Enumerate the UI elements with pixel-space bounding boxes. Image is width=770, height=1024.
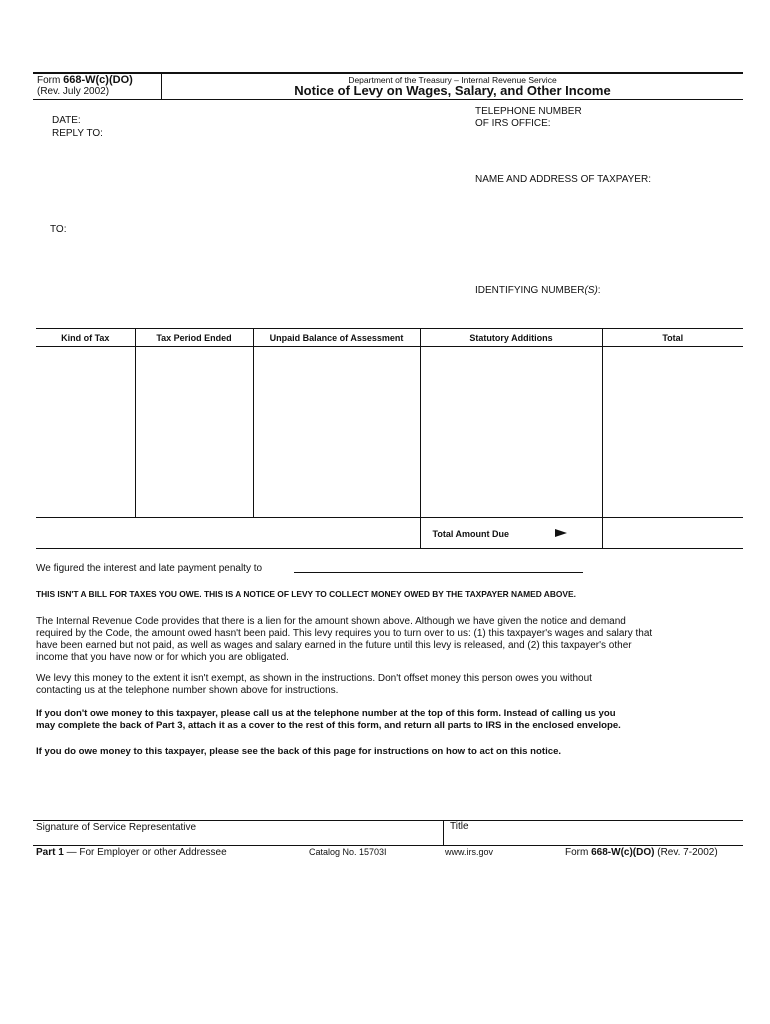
department-label: Department of the Treasury – Internal Revenue Service <box>348 75 557 85</box>
catalog-number: Catalog No. 15703I <box>309 847 387 857</box>
unpaid-balance-cell[interactable] <box>253 347 420 518</box>
col-tax-period-ended: Tax Period Ended <box>135 329 253 347</box>
date-label: DATE: <box>52 115 81 126</box>
form-number: 668-W(c)(DO) <box>63 74 133 86</box>
kind-of-tax-cell[interactable] <box>36 347 135 518</box>
tax-table <box>36 328 743 549</box>
total-amount-row <box>36 518 743 549</box>
form-revision: (Rev. July 2002) <box>37 86 110 97</box>
lien-paragraph <box>36 616 746 664</box>
form-identifier <box>37 75 133 97</box>
col-unpaid-balance: Unpaid Balance of Assessment <box>253 329 420 347</box>
exemption-paragraph-line: We levy this money to the extent it isn't exempt, as shown in the instructions. Don't offset money this person owes you without <box>36 673 592 684</box>
footer-form-prefix: Form <box>565 847 589 858</box>
part-number: Part 1 <box>36 847 64 858</box>
identifying-number-suffix: (S) <box>584 285 598 296</box>
signature-top-rule <box>33 820 743 821</box>
total-row-blank <box>36 518 420 549</box>
header-bottom-rule <box>33 99 743 100</box>
do-owe-paragraph: If you do owe money to this taxpayer, please see the back of this page for instructions on how to act on this notice. <box>36 746 562 757</box>
col-total: Total <box>602 329 743 347</box>
footer-form-id <box>565 847 718 859</box>
to-label: TO: <box>50 224 67 235</box>
footer-revision: (Rev. 7-2002) <box>657 847 718 858</box>
lien-paragraph-line: income that you have now or for which you are obligated. <box>36 652 289 663</box>
exemption-paragraph <box>36 673 746 697</box>
form-prefix: Form <box>37 75 61 86</box>
dont-owe-paragraph-line: If you don't owe money to this taxpayer, please call us at the telephone number at the top of this form. Instead of calling us you <box>36 708 616 719</box>
lien-paragraph-line: have been earned but not paid, as well as wages and salary earned in the future until this levy is released, and (2) this taxpayer's other <box>36 640 632 651</box>
reply-to-label: REPLY TO: <box>52 128 103 139</box>
telephone-label <box>475 106 582 130</box>
signature-field[interactable]: Signature of Service Representative <box>36 822 197 833</box>
interest-penalty-label: We figured the interest and late payment penalty to <box>36 563 263 574</box>
tax-period-ended-cell[interactable] <box>135 347 253 518</box>
total-amount-label-cell <box>420 518 602 549</box>
tax-table-entry-row <box>36 347 743 518</box>
identifying-number-text: IDENTIFYING NUMBER <box>475 285 585 296</box>
identifying-number-colon: : <box>597 285 601 296</box>
part-label <box>36 847 227 859</box>
lien-paragraph-line: required by the Code, the amount owed hasn't been paid. This levy requires you to turn over to us: (1) this taxpayer's wages and salary that <box>36 628 653 639</box>
total-amount-due-label: Total Amount Due <box>432 529 509 539</box>
irs-website: www.irs.gov <box>445 847 494 857</box>
total-amount-due-cell[interactable] <box>602 518 743 549</box>
title-field[interactable]: Title <box>450 821 469 832</box>
col-statutory-additions: Statutory Additions <box>420 329 602 347</box>
interest-penalty-blank[interactable] <box>294 572 583 573</box>
telephone-label-line2: OF IRS OFFICE: <box>475 118 551 129</box>
dont-owe-paragraph <box>36 708 746 732</box>
taxpayer-name-address-label: NAME AND ADDRESS OF TAXPAYER: <box>475 174 651 185</box>
tax-table-header-row <box>36 329 743 347</box>
dont-owe-paragraph-line: may complete the back of Part 3, attach it as a cover to the rest of this form, and return all parts to IRS in the enclosed envelope. <box>36 720 621 731</box>
statutory-additions-cell[interactable] <box>420 347 602 518</box>
arrow-right-icon <box>555 529 567 537</box>
telephone-label-line1: TELEPHONE NUMBER <box>475 106 582 117</box>
lien-paragraph-line: The Internal Revenue Code provides that there is a lien for the amount shown above. Although we have given the notice and demand <box>36 616 626 627</box>
exemption-paragraph-line: contacting us at the telephone number shown above for instructions. <box>36 685 339 696</box>
signature-divider <box>443 820 444 845</box>
part-description: — For Employer or other Addressee <box>66 847 227 858</box>
signature-bottom-rule <box>33 845 743 846</box>
interest-penalty-line <box>36 563 262 575</box>
identifying-number-label <box>475 285 601 297</box>
col-kind-of-tax: Kind of Tax <box>36 329 135 347</box>
total-cell[interactable] <box>602 347 743 518</box>
page-title: Notice of Levy on Wages, Salary, and Other Income <box>294 83 611 98</box>
footer-form-number: 668-W(c)(DO) <box>591 847 655 858</box>
not-a-bill-warning: THIS ISN'T A BILL FOR TAXES YOU OWE. THIS IS A NOTICE OF LEVY TO COLLECT MONEY OWED BY THE TAXPAYER NAMED ABOVE. <box>36 589 576 599</box>
header-top-rule <box>33 72 743 74</box>
